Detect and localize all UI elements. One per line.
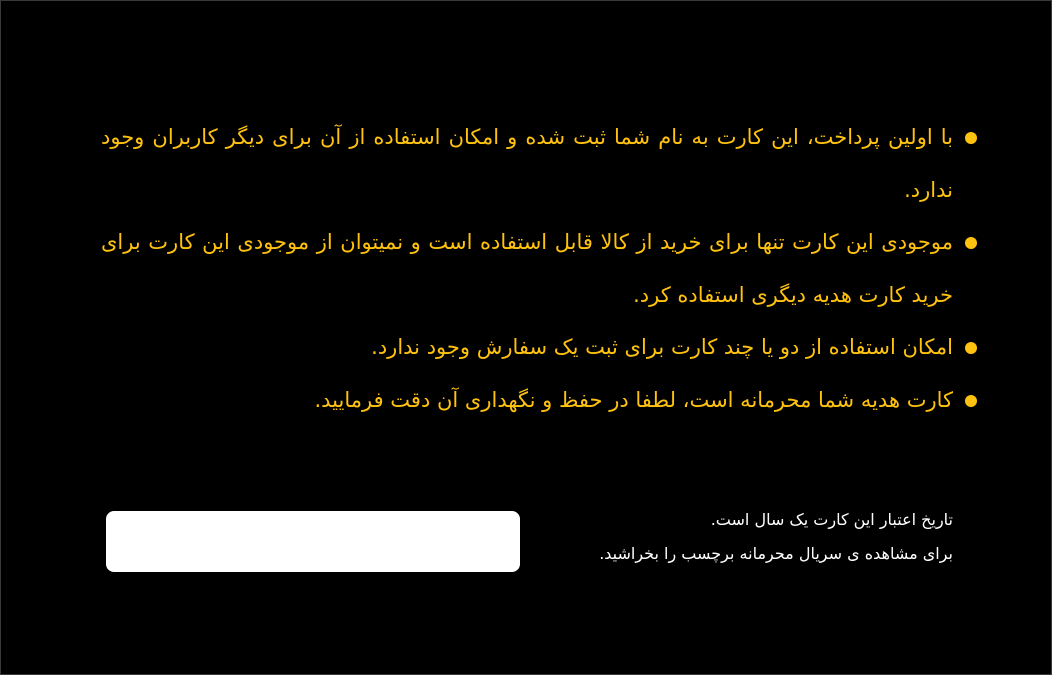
bullet-icon bbox=[965, 395, 977, 407]
scratch-hint-text: برای مشاهده ی سریال محرمانه برچسب را بخراشید. bbox=[599, 544, 953, 563]
bullet-icon bbox=[965, 342, 977, 354]
bullet-icon bbox=[965, 132, 977, 144]
list-item bbox=[101, 374, 981, 427]
terms-list bbox=[101, 111, 981, 426]
rule-text: موجودی این کارت تنها برای خرید از کالا قابل استفاده است و نمیتوان از موجودی این کارت برای خرید کارت هدیه دیگری استفاده کرد. bbox=[101, 230, 953, 307]
rule-text: امکان استفاده از دو یا چند کارت برای ثبت یک سفارش وجود ندارد. bbox=[371, 335, 953, 359]
bullet-icon bbox=[965, 237, 977, 249]
scratch-off-panel[interactable] bbox=[106, 511, 520, 572]
list-item bbox=[101, 216, 981, 321]
validity-text: تاریخ اعتبار این کارت یک سال است. bbox=[710, 510, 953, 529]
list-item bbox=[101, 321, 981, 374]
card-info bbox=[541, 503, 953, 571]
rule-text: کارت هدیه شما محرمانه است، لطفا در حفظ و نگهداری آن دقت فرمایید. bbox=[314, 387, 953, 412]
rule-text: با اولین پرداخت، این کارت به نام شما ثبت شده و امکان استفاده از آن برای دیگر کاربران وجود ندارد. bbox=[101, 125, 953, 202]
list-item bbox=[101, 111, 981, 216]
